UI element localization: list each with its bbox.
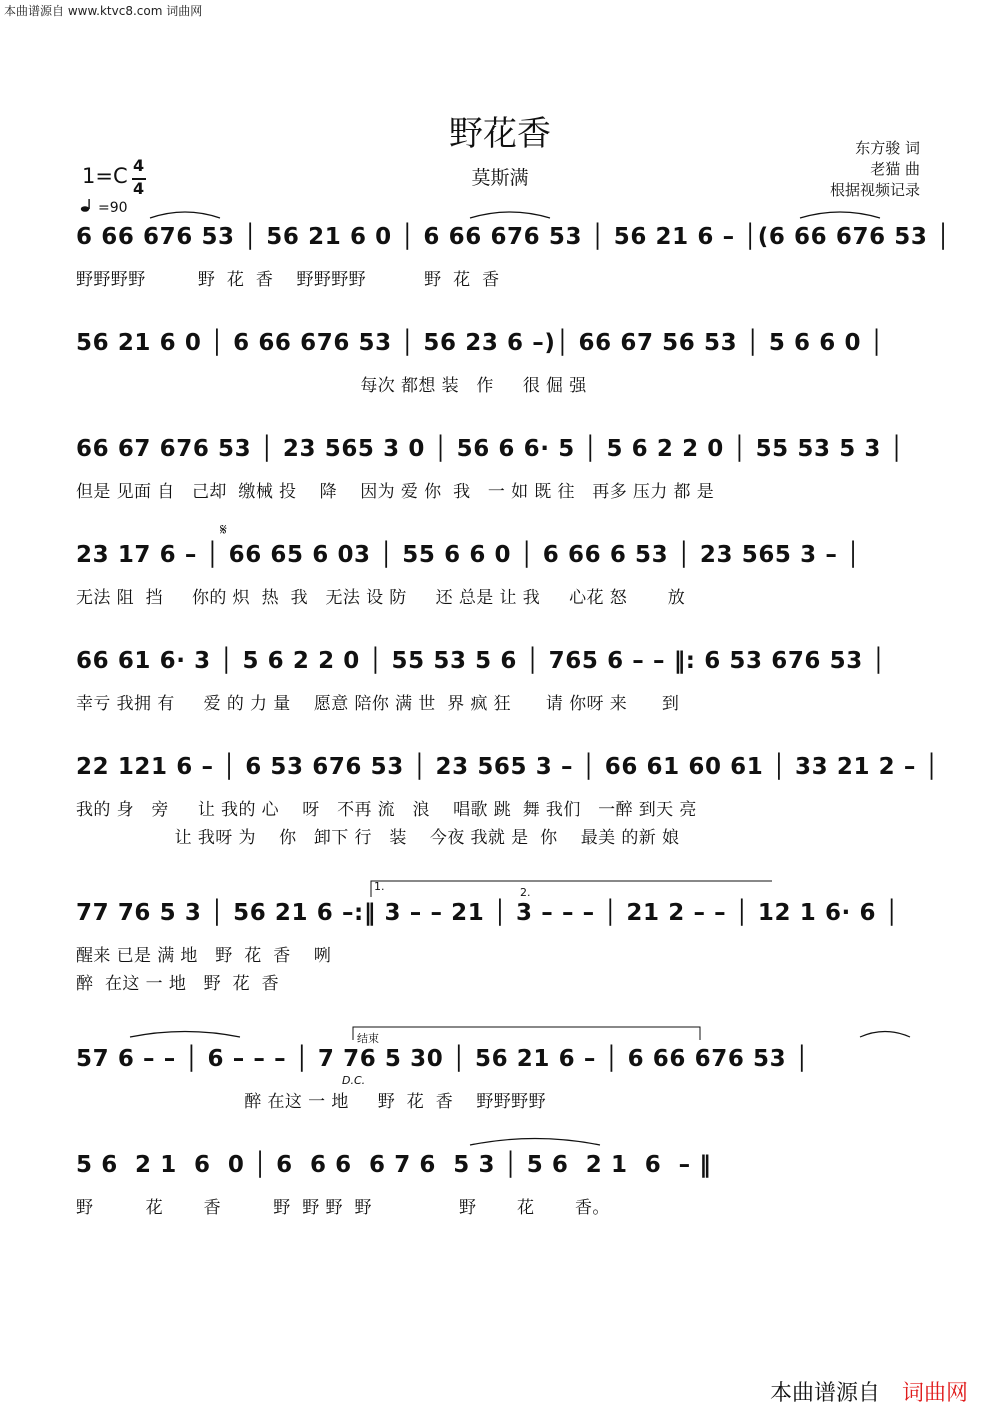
lyricist-credit: 东方骏 词 xyxy=(855,139,920,157)
lyrics-line-9: 野 花 香 野 野 野 野 野 花 香。 xyxy=(76,1198,610,1218)
footer-site-name[interactable]: 词曲网 xyxy=(901,1381,968,1406)
notation-line-4: 23 17 6 – │ 66 65 6 03 │ 55 6 6 0 │ 6 66 6 53 │ 23 565 3 – │ xyxy=(76,542,861,568)
notation-line-7: 77 76 5 3 │ 56 21 6 –:‖ 3 – – 21 │ 3 – – – │ 21 2 – – │ 12 1 6· 6 │ xyxy=(76,900,900,926)
tie-arc xyxy=(470,1139,600,1146)
source-header: 本曲谱源自 www.ktvc8.com 词曲网 xyxy=(4,4,203,18)
notation-line-2: 56 21 6 0 │ 6 66 676 53 │ 56 23 6 –)│ 66 67 56 53 │ 5 6 6 0 │ xyxy=(76,330,885,356)
volta-2-label: 2. xyxy=(520,886,531,899)
tempo-mark: =90 xyxy=(98,200,128,216)
tie-arc xyxy=(800,212,880,218)
notation-line-6: 22 121 6 – │ 6 53 676 53 │ 23 565 3 – │ 66 61 60 61 │ 33 21 2 – │ xyxy=(76,754,940,780)
lyrics-line-7a: 醒来 已是 满 地 野 花 香 咧 xyxy=(76,946,332,966)
notation-line-1: 6 66 676 53 │ 56 21 6 0 │ 6 66 676 53 │ 56 21 6 – │(6 66 676 53 │ xyxy=(76,224,951,250)
coda-bracket xyxy=(353,1027,700,1040)
lyrics-line-3: 但是 见面 自 己却 缴械 投 降 因为 爱 你 我 一 如 既 往 再多 压力 都 是 xyxy=(76,482,715,502)
lyrics-line-8: 醉 在这 一 地 野 花 香 野野野野 xyxy=(76,1092,546,1112)
volta-1-label: 1. xyxy=(374,880,385,893)
notation-line-8: 57 6 – – │ 6 – – – │ 7 76 5 30 │ 56 21 6 – │ 6 66 676 53 │ xyxy=(76,1046,810,1072)
transcription-note: 根据视频记录 xyxy=(829,181,920,199)
tie-arc xyxy=(470,212,550,218)
tie-arc xyxy=(150,212,220,218)
notation-line-3: 66 67 676 53 │ 23 565 3 0 │ 56 6 6· 5 │ 5 6 2 2 0 │ 55 53 5 3 │ xyxy=(76,436,905,462)
lyrics-line-7b: 醉 在这 一 地 野 花 香 xyxy=(76,974,280,994)
coda-label: 结束 xyxy=(357,1032,379,1045)
notation-line-5: 66 61 6· 3 │ 5 6 2 2 0 │ 55 53 5 6 │ 765 6 – – ‖: 6 53 676 53 │ xyxy=(76,648,886,674)
lyrics-line-2: 每次 都想 装 作 很 倔 强 xyxy=(76,376,587,396)
time-signature-bottom: 4 xyxy=(133,179,145,198)
volta-bracket xyxy=(371,881,772,897)
lyrics-line-1: 野野野野 野 花 香 野野野野 野 花 香 xyxy=(76,270,500,290)
song-title: 野花香 xyxy=(449,114,551,154)
tie-arc xyxy=(860,1032,910,1038)
lyrics-line-6a: 我的 身 旁 让 我的 心 呀 不再 流 浪 唱歌 跳 舞 我们 一醉 到天 亮 xyxy=(76,800,697,820)
dc-marking: D.C. xyxy=(342,1074,366,1087)
key-signature: 1=C xyxy=(82,164,128,188)
notation-line-9: 5 6 2 1 6 0 │ 6 6 6 6 7 6 5 3 │ 5 6 2 1 6 – ‖ xyxy=(76,1152,712,1178)
footer-source: 本曲谱源自 xyxy=(769,1381,880,1406)
lyrics-line-5: 幸亏 我拥 有 爱 的 力 量 愿意 陪你 满 世 界 疯 狂 请 你呀 来 到 xyxy=(76,694,680,714)
lyrics-line-6b: 让 我呀 为 你 卸下 行 装 今夜 我就 是 你 最美 的新 娘 xyxy=(76,828,680,848)
lyrics-line-4: 无法 阻 挡 你的 炽 热 我 无法 设 防 还 总是 让 我 心花 怒 放 xyxy=(76,588,686,608)
segno-sign: 𝄋 xyxy=(220,520,227,539)
time-signature-top: 4 xyxy=(133,156,145,175)
tie-arc xyxy=(130,1032,240,1038)
composer-credit: 老猫 曲 xyxy=(870,160,920,178)
singer-name: 莫斯满 xyxy=(471,167,529,189)
